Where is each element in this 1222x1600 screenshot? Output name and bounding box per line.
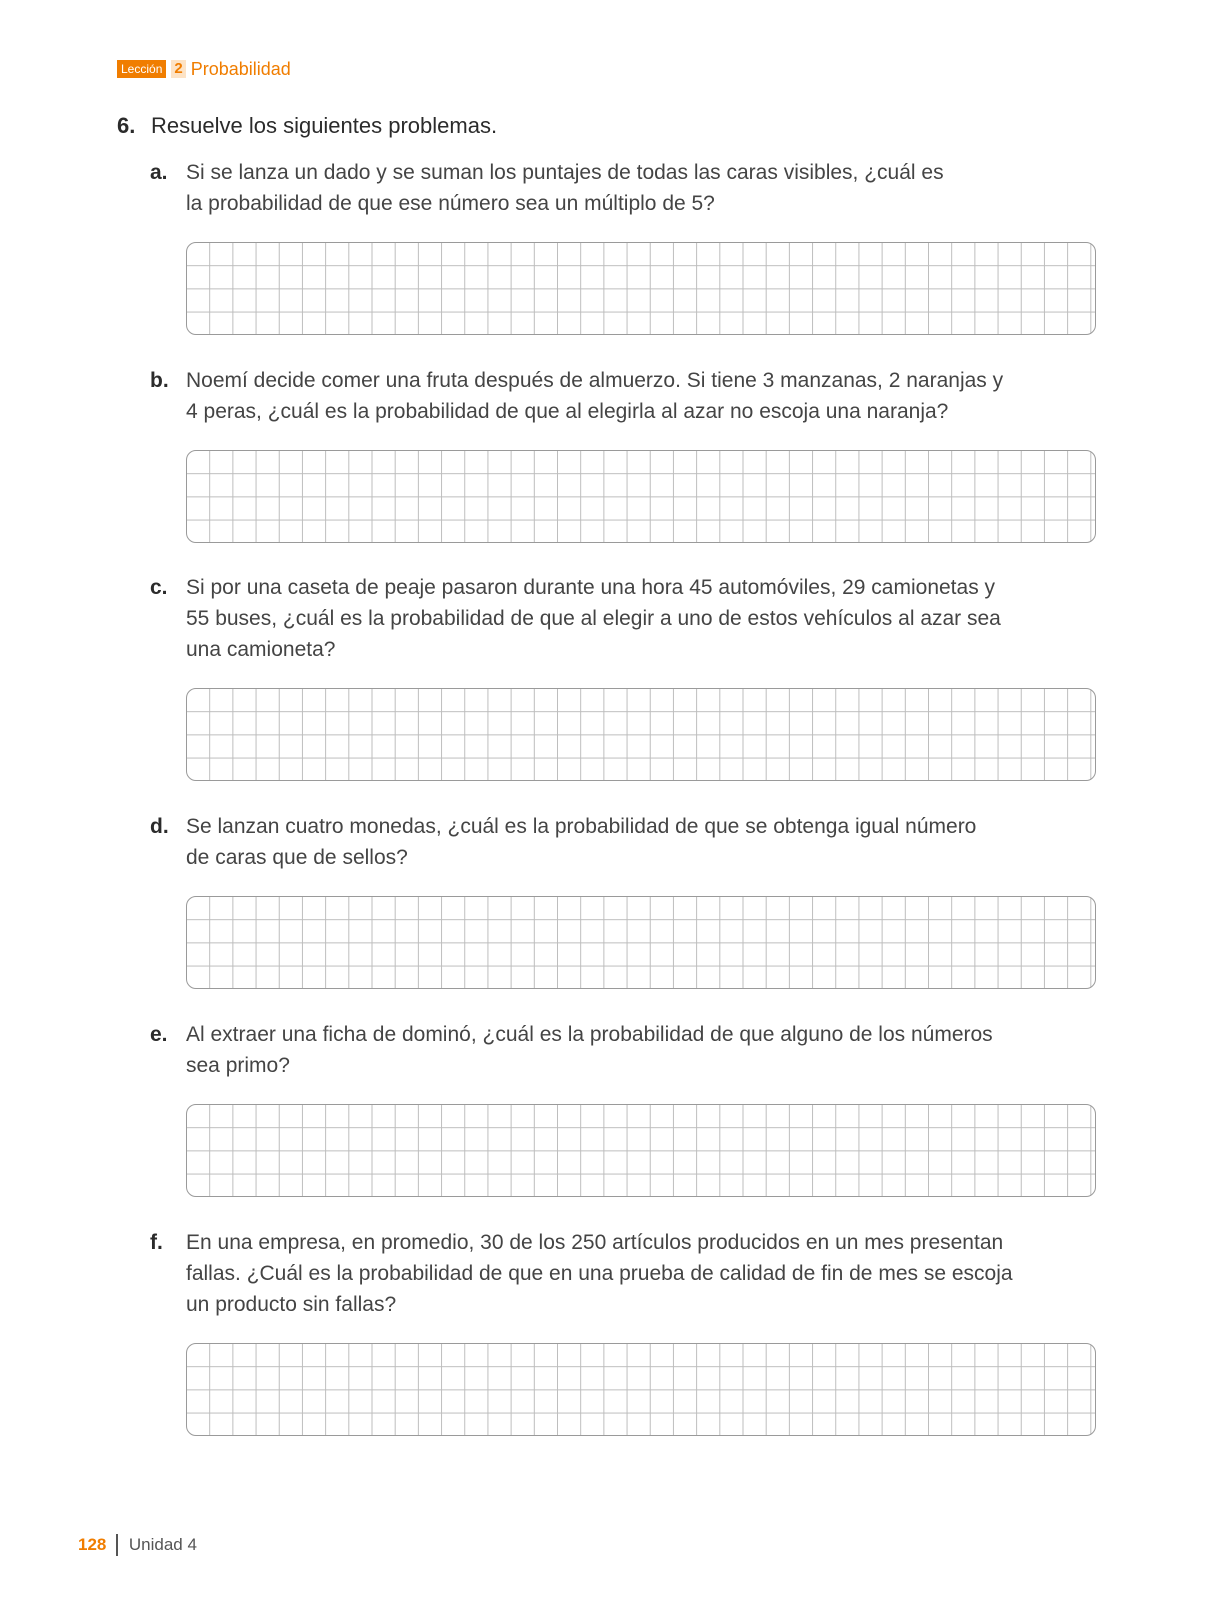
problem-line: Si se lanza un dado y se suman los puntajes de todas las caras visibles, ¿cuál es [186, 161, 944, 184]
lesson-number: 2 [171, 60, 185, 78]
exercise-heading [117, 113, 497, 139]
lesson-header [117, 58, 291, 80]
unit-label: Unidad 4 [128, 1535, 197, 1554]
lesson-label: Lección [117, 60, 166, 78]
problem-letter: b. [150, 369, 169, 392]
problem-f [150, 1227, 1050, 1320]
problem-line: la probabilidad de que ese número sea un múltiplo de 5? [186, 192, 715, 215]
problem-line: 4 peras, ¿cuál es la probabilidad de que al elegirla al azar no escoja una naranja? [186, 400, 949, 423]
problem-line: un producto sin fallas? [186, 1293, 397, 1316]
problem-d [150, 811, 1050, 873]
page-footer [78, 1534, 197, 1556]
exercise-number: 6. [117, 113, 136, 138]
exercise-instruction: Resuelve los siguientes problemas. [151, 113, 498, 138]
problem-line: En una empresa, en promedio, 30 de los 250 artículos producidos en un mes presentan [186, 1231, 1004, 1254]
problem-letter: f. [150, 1231, 163, 1254]
answer-grid-d[interactable] [186, 896, 1096, 989]
problem-line: de caras que de sellos? [186, 846, 408, 869]
problem-line: Al extraer una ficha de dominó, ¿cuál es la probabilidad de que alguno de los números [186, 1023, 993, 1046]
problem-e [150, 1019, 1050, 1081]
answer-grid-b[interactable] [186, 450, 1096, 543]
problem-line: sea primo? [186, 1054, 290, 1077]
lesson-title: Probabilidad [190, 58, 291, 79]
problem-letter: a. [150, 161, 168, 184]
problem-line: Se lanzan cuatro monedas, ¿cuál es la probabilidad de que se obtenga igual número [186, 815, 977, 838]
problem-c [150, 572, 1050, 665]
answer-grid-a[interactable] [186, 242, 1096, 335]
answer-grid-c[interactable] [186, 688, 1096, 781]
answer-grid-f[interactable] [186, 1343, 1096, 1436]
problem-letter: c. [150, 576, 168, 599]
problem-letter: e. [150, 1023, 168, 1046]
problem-b [150, 365, 1050, 427]
problem-a [150, 157, 1050, 219]
problem-line: Si por una caseta de peaje pasaron durante una hora 45 automóviles, 29 camionetas y [186, 576, 996, 599]
problem-line: fallas. ¿Cuál es la probabilidad de que en una prueba de calidad de fin de mes se escoja [186, 1262, 1013, 1285]
problem-line: Noemí decide comer una fruta después de almuerzo. Si tiene 3 manzanas, 2 naranjas y [186, 369, 1004, 392]
answer-grid-e[interactable] [186, 1104, 1096, 1197]
footer-divider [116, 1534, 118, 1556]
problem-line: una camioneta? [186, 638, 336, 661]
problem-line: 55 buses, ¿cuál es la probabilidad de que al elegir a uno de estos vehículos al azar sea [186, 607, 1001, 630]
problem-letter: d. [150, 815, 169, 838]
page-number: 128 [78, 1535, 107, 1554]
